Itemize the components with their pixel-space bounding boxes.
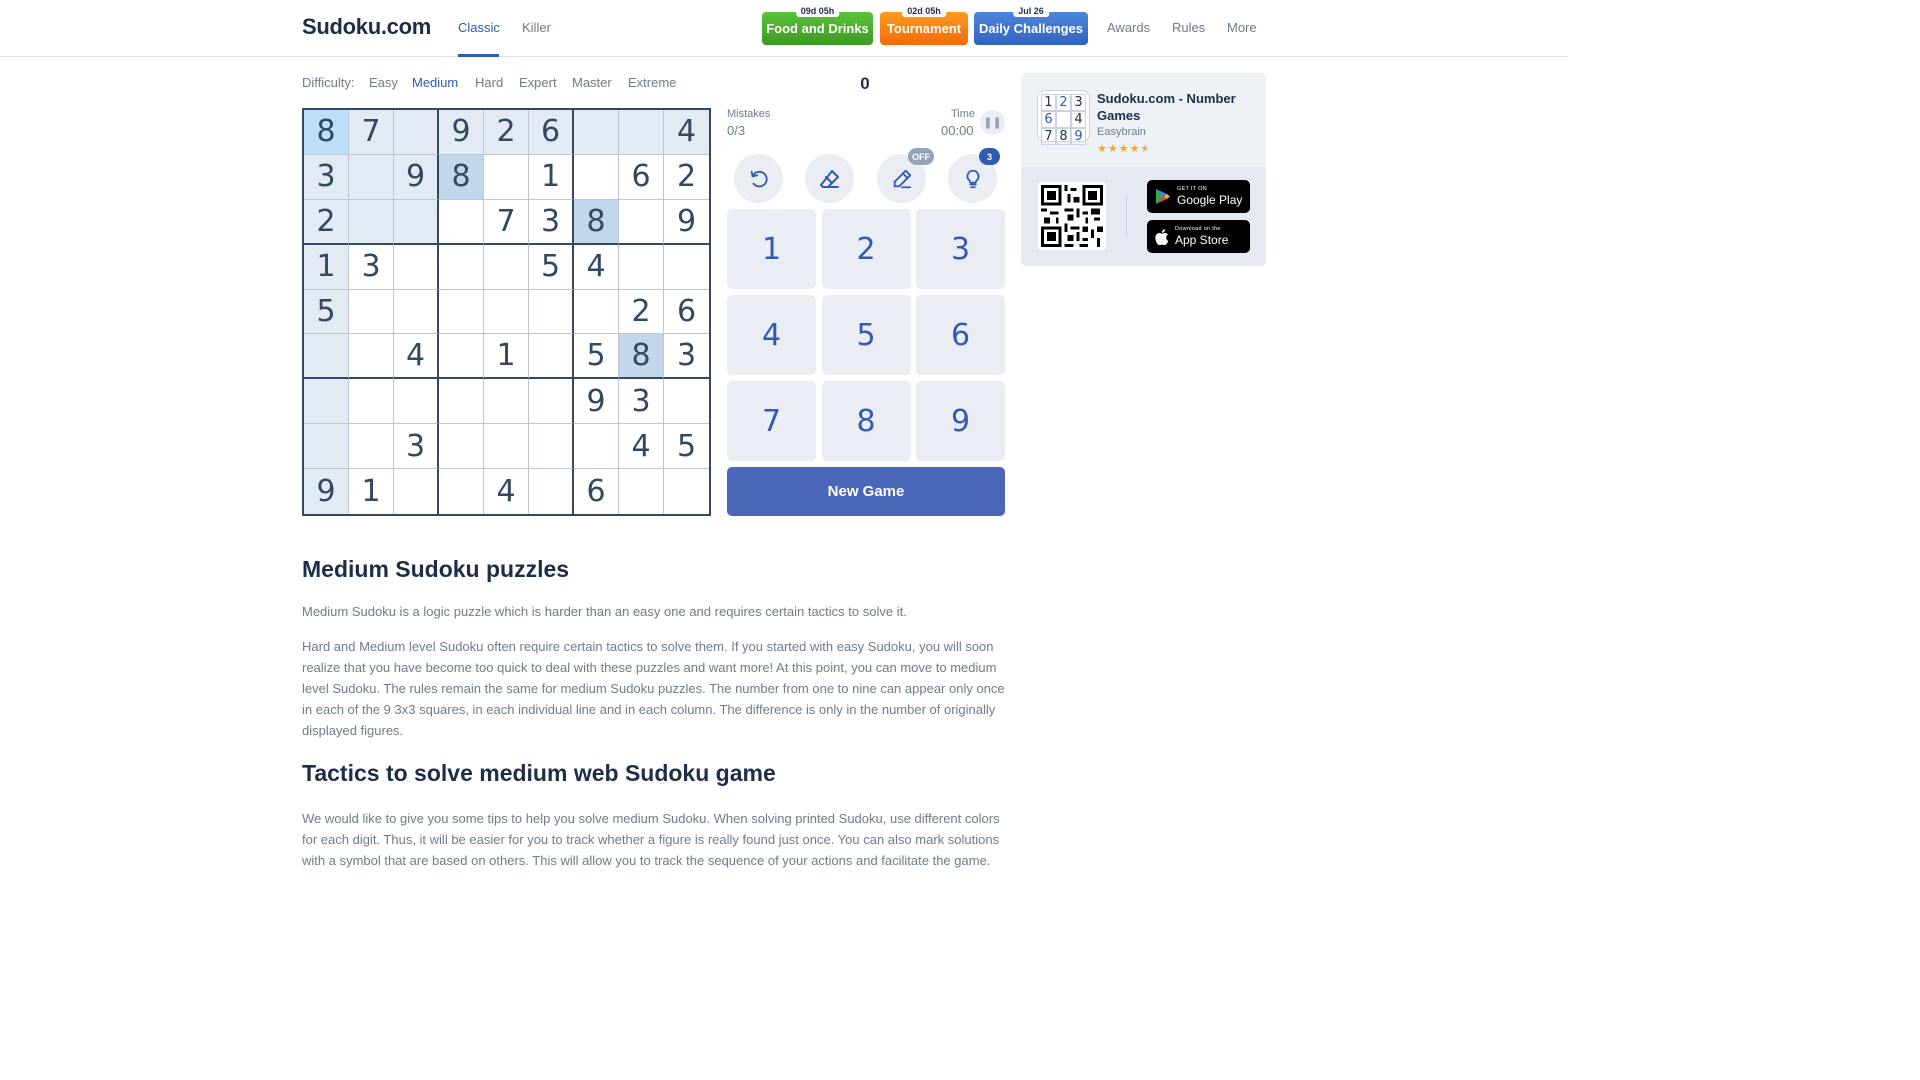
article-paragraph: Hard and Medium level Sudoku often require certain tactics to solve them. If you started with easy Sudoku, you will soon realize that you have become too quick to deal with these puzzles and want more! At this point, you can move to medium level Sudoku. The rules remain the same for medium Sudoku puzzles. The number from one to nine can appear only once in each of the 9 3x3 squares, in each individual line and in each column. The difference is only in the number of originally displayed figures. (302, 639, 1005, 738)
google-play-button[interactable] (1147, 180, 1250, 213)
pencil-icon (891, 168, 913, 190)
app-store-button[interactable] (1147, 220, 1250, 253)
article-heading: Medium Sudoku puzzles (302, 556, 570, 582)
sudoku-cell[interactable] (394, 469, 439, 514)
lightbulb-icon (962, 168, 984, 190)
pause-icon: ❚❚ (983, 117, 1002, 129)
app-store-label: App Store (1175, 232, 1229, 247)
number-pad (727, 209, 1005, 461)
sudoku-cell[interactable] (349, 334, 394, 379)
sudoku-cell[interactable]: 4 (484, 469, 529, 514)
sudoku-cell[interactable]: 9 (439, 110, 484, 155)
score-value: 0 (860, 74, 870, 93)
sudoku-cell[interactable] (304, 379, 349, 424)
sudoku-cell[interactable]: 4 (394, 334, 439, 379)
eraser-icon (818, 167, 842, 191)
event-label: Food and Drinks (766, 21, 869, 36)
number-key-8[interactable]: 8 (822, 381, 911, 461)
notes-off-badge: OFF (908, 148, 934, 165)
sudoku-cell[interactable]: 2 (484, 110, 529, 155)
sudoku-cell[interactable] (664, 469, 709, 514)
event-countdown-badge: 02d 05h (902, 5, 946, 17)
app-icon-digit: 8 (1056, 128, 1071, 145)
sudoku-cell[interactable] (394, 110, 439, 155)
mistakes-label: Mistakes (727, 108, 771, 120)
app-store-small-text: Download on the (1175, 226, 1221, 233)
sudoku-cell[interactable] (484, 379, 529, 424)
article-heading: Tactics to solve medium web Sudoku game (302, 760, 776, 786)
sudoku-cell[interactable]: 5 (529, 245, 574, 290)
difficulty-medium[interactable]: Medium (412, 75, 459, 90)
sudoku-cell[interactable]: 6 (664, 290, 709, 335)
nav-link-rules[interactable]: Rules (1172, 20, 1206, 35)
google-play-small-text: GET IT ON (1177, 186, 1208, 193)
site-logo[interactable]: Sudoku.com (302, 14, 432, 39)
app-icon-digit (1056, 111, 1071, 128)
sudoku-cell[interactable]: 8 (439, 155, 484, 200)
difficulty-easy[interactable]: Easy (369, 75, 398, 90)
event-date-badge: Jul 26 (1013, 5, 1049, 17)
star-icon: ★ (1118, 143, 1130, 155)
sudoku-cell[interactable] (574, 424, 619, 469)
number-key-5[interactable]: 5 (822, 295, 911, 375)
sudoku-cell[interactable]: 9 (664, 200, 709, 245)
sudoku-cell[interactable] (484, 424, 529, 469)
sudoku-cell[interactable]: 8 (574, 200, 619, 245)
sudoku-cell[interactable]: 4 (574, 245, 619, 290)
app-icon-digit: 3 (1071, 94, 1086, 111)
sudoku-cell[interactable] (304, 334, 349, 379)
sudoku-cell[interactable] (574, 155, 619, 200)
difficulty-hard[interactable]: Hard (475, 75, 504, 90)
star-icon: ★ (1097, 143, 1108, 155)
sudoku-cell[interactable] (439, 334, 484, 379)
number-key-4[interactable]: 4 (727, 295, 816, 375)
sudoku-cell[interactable] (349, 424, 394, 469)
apple-icon (1155, 229, 1169, 245)
sudoku-cell[interactable] (529, 469, 574, 514)
active-tab-indicator (458, 54, 499, 57)
time-value: 00:00 (941, 123, 974, 138)
sudoku-cell[interactable] (529, 290, 574, 335)
sudoku-cell[interactable] (394, 200, 439, 245)
erase-button[interactable] (805, 154, 854, 203)
sudoku-cell[interactable]: 8 (619, 334, 664, 379)
number-key-7[interactable]: 7 (727, 381, 816, 461)
difficulty-extreme[interactable]: Extreme (628, 75, 677, 90)
sudoku-cell[interactable]: 6 (529, 110, 574, 155)
sudoku-cell[interactable] (439, 379, 484, 424)
sudoku-cell[interactable] (394, 245, 439, 290)
sudoku-cell[interactable] (439, 469, 484, 514)
number-key-2[interactable]: 2 (822, 209, 911, 289)
app-info (1021, 73, 1266, 167)
app-icon (1037, 90, 1090, 142)
tab-classic[interactable]: Classic (458, 20, 500, 35)
sudoku-cell[interactable]: 3 (304, 155, 349, 200)
number-key-9[interactable]: 9 (916, 381, 1005, 461)
tab-killer[interactable]: Killer (522, 20, 551, 35)
sudoku-cell[interactable]: 9 (394, 155, 439, 200)
difficulty-master[interactable]: Master (572, 75, 612, 90)
sudoku-cell[interactable]: 8 (304, 110, 349, 155)
sudoku-cell[interactable]: 3 (529, 200, 574, 245)
sudoku-cell[interactable]: 5 (304, 290, 349, 335)
difficulty-expert[interactable]: Expert (519, 75, 557, 90)
sudoku-cell[interactable]: 5 (574, 334, 619, 379)
star-icon: ★ (1107, 143, 1119, 155)
sudoku-cell[interactable] (439, 290, 484, 335)
sudoku-cell[interactable]: 7 (349, 110, 394, 155)
sudoku-board (302, 108, 711, 516)
sudoku-cell[interactable] (529, 334, 574, 379)
sudoku-cell[interactable] (304, 424, 349, 469)
hints-count-badge: 3 (979, 148, 1000, 165)
sudoku-cell[interactable] (529, 424, 574, 469)
sudoku-cell[interactable] (619, 469, 664, 514)
number-key-6[interactable]: 6 (916, 295, 1005, 375)
sudoku-cell[interactable]: 1 (529, 155, 574, 200)
sudoku-cell[interactable] (439, 200, 484, 245)
event-countdown-badge: 09d 05h (796, 5, 840, 17)
star-icon: ★ (1129, 143, 1141, 155)
sudoku-cell[interactable]: 2 (304, 200, 349, 245)
sudoku-cell[interactable] (394, 290, 439, 335)
sudoku-cell[interactable] (619, 110, 664, 155)
sudoku-cell[interactable] (394, 379, 439, 424)
undo-button[interactable] (734, 154, 783, 203)
sudoku-cell[interactable]: 9 (304, 469, 349, 514)
sudoku-cell[interactable] (664, 379, 709, 424)
event-label: Tournament (886, 21, 962, 36)
sudoku-cell[interactable] (484, 155, 529, 200)
app-title: Sudoku.com - Number Games (1097, 91, 1236, 123)
undo-icon (748, 168, 770, 190)
qr-code (1038, 182, 1106, 250)
sudoku-cell[interactable] (574, 110, 619, 155)
sudoku-cell[interactable] (484, 245, 529, 290)
mistakes-value: 0/3 (727, 123, 746, 138)
app-promo-panel (1021, 73, 1266, 266)
sudoku-cell[interactable]: 1 (304, 245, 349, 290)
tournament-event-button[interactable] (880, 6, 968, 45)
app-icon-digit: 4 (1071, 111, 1086, 128)
sudoku-cell[interactable]: 1 (484, 334, 529, 379)
sudoku-cell[interactable]: 1 (349, 469, 394, 514)
sudoku-cell[interactable] (439, 424, 484, 469)
top-header (0, 0, 1568, 57)
app-icon-digit: 1 (1041, 94, 1056, 111)
sudoku-cell[interactable]: 6 (574, 469, 619, 514)
article-paragraph: Medium Sudoku is a logic puzzle which is harder than an easy one and requires certain tactics to solve it. (302, 604, 907, 619)
app-icon-digit: 7 (1041, 128, 1056, 145)
sudoku-cell[interactable] (619, 200, 664, 245)
number-key-3[interactable]: 3 (916, 209, 1005, 289)
sudoku-cell[interactable] (349, 200, 394, 245)
rating-stars (1097, 142, 1151, 155)
sudoku-cell[interactable]: 6 (619, 155, 664, 200)
sudoku-cell[interactable]: 3 (394, 424, 439, 469)
food-and-drinks-event-button[interactable] (762, 6, 873, 45)
sudoku-cell[interactable]: 2 (664, 155, 709, 200)
event-label: Daily Challenges (978, 21, 1084, 36)
sudoku-cell[interactable] (529, 379, 574, 424)
number-key-1[interactable]: 1 (727, 209, 816, 289)
nav-link-more[interactable]: More (1227, 20, 1257, 35)
sudoku-cell[interactable] (439, 245, 484, 290)
app-icon-digit: 9 (1071, 128, 1086, 145)
sudoku-cell[interactable]: 4 (619, 424, 664, 469)
daily-challenges-button[interactable] (974, 6, 1088, 45)
app-developer: Easybrain (1097, 126, 1146, 138)
sudoku-cell[interactable]: 3 (349, 245, 394, 290)
half-star-icon: ★ (1140, 143, 1152, 155)
sudoku-cell[interactable] (574, 290, 619, 335)
pause-button[interactable] (980, 110, 1005, 135)
promo-divider (1126, 195, 1127, 237)
sudoku-cell[interactable] (484, 290, 529, 335)
sudoku-cell[interactable]: 3 (619, 379, 664, 424)
sudoku-cell[interactable] (619, 245, 664, 290)
app-icon-digit: 2 (1056, 94, 1071, 111)
article-paragraph: We would like to give you some tips to help you solve medium Sudoku. When solving printed Sudoku, use different colors for each digit. Thus, it will be easier for you to track whether a figure is really found just once. You can also mark solutions with a symbol that are based on others. This will allow you to track the sequence of your actions and facilitate the game. (302, 811, 1000, 868)
new-game-button[interactable]: New Game (727, 467, 1005, 516)
difficulty-label: Difficulty: (302, 75, 355, 90)
sudoku-cell[interactable]: 5 (664, 424, 709, 469)
sudoku-cell[interactable]: 2 (619, 290, 664, 335)
sudoku-cell[interactable]: 7 (484, 200, 529, 245)
sudoku-cell[interactable] (349, 379, 394, 424)
sudoku-cell[interactable]: 9 (574, 379, 619, 424)
app-icon-digit: 6 (1041, 111, 1056, 128)
time-label: Time (951, 108, 976, 120)
google-play-label: Google Play (1177, 192, 1243, 207)
nav-link-awards[interactable]: Awards (1107, 20, 1151, 35)
sudoku-cell[interactable] (664, 245, 709, 290)
sudoku-cell[interactable]: 3 (664, 334, 709, 379)
sudoku-cell[interactable]: 4 (664, 110, 709, 155)
sudoku-cell[interactable] (349, 290, 394, 335)
google-play-icon (1155, 188, 1171, 205)
sudoku-cell[interactable] (349, 155, 394, 200)
